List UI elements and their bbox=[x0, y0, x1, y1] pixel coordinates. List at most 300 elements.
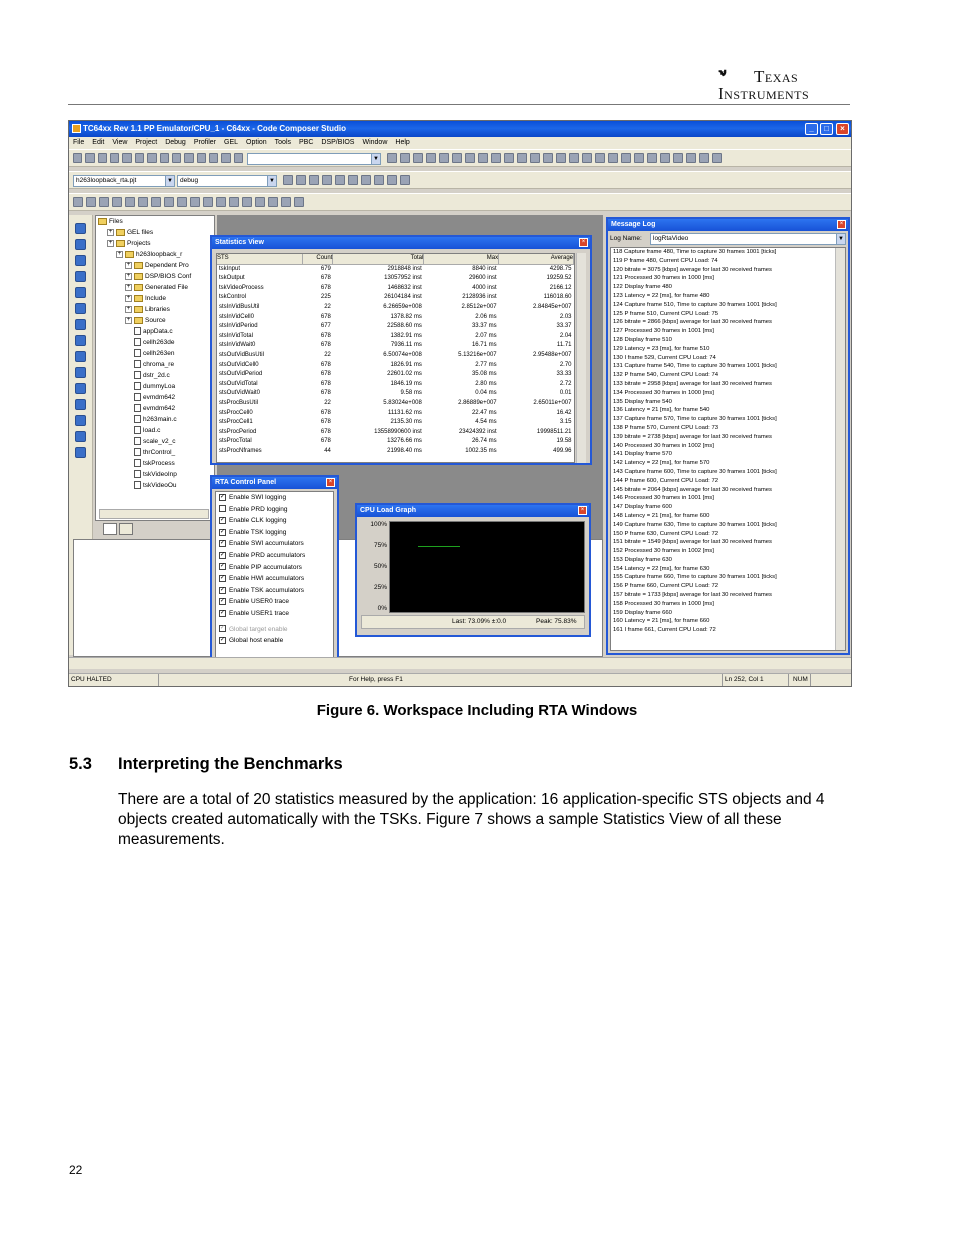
debug-tool-icon[interactable] bbox=[75, 287, 86, 298]
checkbox-checked-icon[interactable]: ✓ bbox=[220, 598, 226, 605]
log-line: 161 I frame 661, Current CPU Load: 72 bbox=[613, 627, 716, 634]
folder-icon bbox=[134, 306, 143, 313]
project-combo[interactable] bbox=[73, 175, 175, 187]
table-cell: 2135.30 ms bbox=[390, 419, 422, 426]
toolbar-button-icon[interactable] bbox=[348, 175, 358, 185]
folder-icon bbox=[134, 273, 143, 280]
table-cell: 2166.12 bbox=[549, 284, 572, 291]
rta-option[interactable] bbox=[219, 527, 333, 539]
rta-option-label: Global host enable bbox=[229, 637, 284, 645]
tree-expander-icon[interactable]: + bbox=[117, 250, 122, 257]
toolbar-button-icon[interactable] bbox=[491, 153, 501, 163]
cpu-load-graph-title: CPU Load Graph bbox=[357, 505, 589, 517]
tree-item[interactable] bbox=[96, 425, 214, 436]
table-cell: 678 bbox=[320, 313, 331, 320]
debug-tool-icon[interactable] bbox=[75, 447, 86, 458]
message-log-close-icon[interactable]: × bbox=[837, 220, 846, 229]
toolbar-button-icon[interactable] bbox=[543, 153, 553, 163]
table-cell: stsInVidBusUtil bbox=[219, 303, 260, 310]
tree-item-label: h263loopback_r bbox=[136, 251, 183, 258]
rta-option-label: Enable USER1 trace bbox=[229, 609, 289, 617]
table-cell: 35.08 ms bbox=[471, 371, 497, 378]
statistics-column-header[interactable]: Max bbox=[424, 254, 499, 264]
statistics-close-icon[interactable]: × bbox=[579, 238, 588, 247]
rta-option[interactable] bbox=[219, 504, 333, 516]
menu-item[interactable]: File bbox=[73, 139, 85, 146]
rta-option-label: Enable PIP accumulators bbox=[229, 563, 302, 571]
ide-title: TC64xx Rev 1.1 PP Emulator/CPU_1 - C64xx - Code Composer Studio bbox=[83, 124, 347, 133]
toolbar-button-icon[interactable] bbox=[517, 153, 527, 163]
checkbox-checked-icon[interactable]: ✓ bbox=[220, 563, 226, 570]
tree-item[interactable] bbox=[96, 436, 214, 447]
debug-tool-icon[interactable] bbox=[75, 271, 86, 282]
table-cell: 2918848 inst bbox=[387, 265, 422, 272]
rta-option[interactable] bbox=[219, 538, 333, 550]
source-file-icon bbox=[134, 448, 141, 456]
checkbox-checked-icon[interactable]: ✓ bbox=[220, 636, 226, 643]
toolbar-button-icon[interactable] bbox=[621, 153, 631, 163]
file-view-tab[interactable] bbox=[103, 523, 117, 535]
tree-item[interactable] bbox=[96, 403, 214, 414]
tree-item[interactable] bbox=[96, 370, 214, 381]
table-cell: stsOutVidPeriod bbox=[219, 371, 263, 378]
table-row[interactable] bbox=[217, 389, 574, 399]
log-line: 150 P frame 630, Current CPU Load: 72 bbox=[613, 530, 719, 537]
table-cell: 19259.52 bbox=[546, 275, 572, 282]
table-row[interactable] bbox=[217, 313, 574, 323]
menu-item[interactable]: Help bbox=[395, 139, 410, 146]
toolbar-button-icon[interactable] bbox=[569, 153, 579, 163]
tree-item-label: Include bbox=[145, 295, 166, 302]
toolbar-button-icon[interactable] bbox=[85, 153, 94, 163]
table-row[interactable] bbox=[217, 351, 574, 361]
tree-item[interactable] bbox=[96, 260, 214, 271]
rta-option[interactable] bbox=[219, 585, 333, 597]
debug-tool-icon[interactable] bbox=[75, 399, 86, 410]
toolbar-button-icon[interactable] bbox=[172, 153, 181, 163]
table-row[interactable] bbox=[217, 447, 574, 457]
table-cell: 678 bbox=[320, 342, 331, 349]
close-button[interactable]: × bbox=[836, 123, 849, 135]
tree-item[interactable] bbox=[96, 337, 214, 348]
log-line: 129 Latency = 23 [ms], for frame 510 bbox=[613, 345, 710, 352]
message-log-window bbox=[606, 217, 850, 655]
toolbar-button-icon[interactable] bbox=[110, 153, 119, 163]
table-cell: stsProcPeriod bbox=[219, 428, 257, 435]
table-cell: 6.50074e+008 bbox=[383, 351, 422, 358]
table-row[interactable] bbox=[217, 399, 574, 409]
source-file-icon bbox=[134, 470, 141, 478]
toolbar-button-icon[interactable] bbox=[673, 153, 683, 163]
table-cell: stsProcBusUtil bbox=[219, 399, 259, 406]
toolbar-button-icon[interactable] bbox=[164, 197, 174, 207]
log-line: 146 Processed 30 frames in 1001 [ms] bbox=[613, 495, 714, 502]
bookmark-view-tab[interactable] bbox=[119, 523, 133, 535]
menu-item[interactable]: GEL bbox=[224, 139, 239, 146]
tree-item[interactable] bbox=[96, 480, 214, 491]
log-line: 147 Display frame 600 bbox=[613, 504, 672, 511]
table-row[interactable] bbox=[217, 264, 574, 274]
tree-item[interactable] bbox=[96, 381, 214, 392]
menu-item[interactable]: Debug bbox=[165, 139, 186, 146]
table-cell: 19.58 bbox=[556, 438, 572, 445]
table-cell: stsOutVidBusUtil bbox=[219, 351, 264, 358]
tree-item[interactable] bbox=[96, 304, 214, 315]
toolbar-button-icon[interactable] bbox=[112, 197, 122, 207]
tree-item-label: Libraries bbox=[145, 306, 170, 313]
toolbar-button-icon[interactable] bbox=[125, 197, 135, 207]
table-cell: 678 bbox=[320, 380, 331, 387]
debug-tool-icon[interactable] bbox=[75, 367, 86, 378]
table-cell: stsInVidPeriod bbox=[219, 323, 258, 330]
checkbox-checked-icon[interactable]: ✓ bbox=[220, 493, 226, 500]
toolbar-button-icon[interactable] bbox=[242, 197, 252, 207]
tree-expander-icon[interactable]: + bbox=[126, 305, 131, 312]
table-cell: 2.65011e+007 bbox=[533, 399, 572, 406]
tree-expander-icon[interactable]: + bbox=[126, 261, 131, 268]
debug-tool-icon[interactable] bbox=[75, 335, 86, 346]
status-help: For Help, press F1 bbox=[347, 674, 723, 686]
log-name-combo[interactable] bbox=[650, 233, 846, 245]
config-combo[interactable] bbox=[177, 175, 277, 187]
statistics-column-header[interactable]: Average bbox=[499, 254, 574, 264]
rta-options-list bbox=[215, 491, 334, 662]
toolbar-button-icon[interactable] bbox=[400, 175, 410, 185]
tree-item[interactable] bbox=[96, 447, 214, 458]
debug-tool-icon[interactable] bbox=[75, 383, 86, 394]
table-cell: 2.70 bbox=[559, 361, 572, 368]
checkbox-checked-icon[interactable]: ✓ bbox=[220, 586, 226, 593]
table-cell: 2.86889e+007 bbox=[458, 399, 497, 406]
table-cell: 678 bbox=[320, 409, 331, 416]
table-row[interactable] bbox=[217, 370, 574, 380]
tree-item-label: GEL files bbox=[127, 229, 154, 236]
toolbar-button-icon[interactable] bbox=[595, 153, 605, 163]
table-row[interactable] bbox=[217, 284, 574, 294]
rta-option-label: Enable SWI accumulators bbox=[229, 540, 304, 548]
rta-option-label: Enable USER0 trace bbox=[229, 598, 289, 606]
statistics-column-header[interactable]: Total bbox=[333, 254, 424, 264]
rta-option[interactable] bbox=[219, 550, 333, 562]
toolbar-main-icons-right bbox=[387, 153, 722, 165]
toolbar-button-icon[interactable] bbox=[73, 197, 83, 207]
checkbox-icon[interactable] bbox=[219, 505, 226, 512]
toolbar-button-icon[interactable] bbox=[294, 197, 304, 207]
table-row[interactable] bbox=[217, 437, 574, 447]
toolbar-button-icon[interactable] bbox=[582, 153, 592, 163]
toolbar-button-icon[interactable] bbox=[413, 153, 423, 163]
table-cell: 26.74 ms bbox=[471, 438, 497, 445]
message-log-list bbox=[610, 247, 846, 651]
cpu-close-icon[interactable]: × bbox=[578, 506, 587, 515]
tree-item-label: chroma_re bbox=[143, 361, 175, 368]
toolbar-button-icon[interactable] bbox=[197, 153, 206, 163]
header-rule bbox=[68, 104, 850, 105]
table-cell: 21998.40 ms bbox=[387, 447, 422, 454]
toolbar-button-icon[interactable] bbox=[296, 175, 306, 185]
log-line: 152 Processed 30 frames in 1002 [ms] bbox=[613, 548, 714, 555]
log-line: 140 Processed 30 frames in 1002 [ms] bbox=[613, 442, 714, 449]
table-cell: 678 bbox=[320, 284, 331, 291]
log-line: 156 P frame 660, Current CPU Load: 72 bbox=[613, 583, 719, 590]
toolbar-button-icon[interactable] bbox=[608, 153, 618, 163]
debug-tool-icon[interactable] bbox=[75, 239, 86, 250]
menu-item[interactable]: Profiler bbox=[193, 139, 217, 146]
find-combo[interactable] bbox=[247, 153, 381, 165]
toolbar-button-icon[interactable] bbox=[465, 153, 475, 163]
table-row[interactable] bbox=[217, 409, 574, 419]
checkbox-checked-icon[interactable]: ✓ bbox=[220, 609, 226, 616]
toolbar-button-icon[interactable] bbox=[209, 153, 218, 163]
tree-item[interactable] bbox=[96, 392, 214, 403]
toolbar-button-icon[interactable] bbox=[478, 153, 488, 163]
tree-item[interactable] bbox=[96, 271, 214, 282]
tree-item[interactable] bbox=[96, 326, 214, 337]
debug-tool-icon[interactable] bbox=[75, 319, 86, 330]
tree-item-label: dstr_2d.c bbox=[143, 372, 170, 379]
toolbar-button-icon[interactable] bbox=[203, 197, 213, 207]
tree-item[interactable] bbox=[96, 315, 214, 326]
debug-tool-icon[interactable] bbox=[75, 303, 86, 314]
rta-option[interactable] bbox=[219, 624, 333, 636]
tree-item[interactable] bbox=[96, 348, 214, 359]
table-row[interactable] bbox=[217, 274, 574, 284]
menu-item[interactable]: Edit bbox=[92, 139, 105, 146]
main-hscroll[interactable] bbox=[69, 657, 851, 669]
toolbar-button-icon[interactable] bbox=[634, 153, 644, 163]
rta-option[interactable] bbox=[219, 635, 333, 647]
toolbar-button-icon[interactable] bbox=[387, 175, 397, 185]
chevron-down-icon: ▼ bbox=[836, 234, 845, 244]
toolbar-button-icon[interactable] bbox=[255, 197, 265, 207]
table-cell: 11.71 bbox=[556, 342, 572, 349]
toolbar-button-icon[interactable] bbox=[530, 153, 540, 163]
toolbar-button-icon[interactable] bbox=[699, 153, 709, 163]
toolbar-button-icon[interactable] bbox=[190, 197, 200, 207]
table-cell: 678 bbox=[320, 332, 331, 339]
toolbar-button-icon[interactable] bbox=[216, 197, 226, 207]
log-line: 149 Capture frame 630, Time to capture 30 frames 1001 [ticks] bbox=[613, 521, 777, 528]
toolbar-button-icon[interactable] bbox=[135, 153, 144, 163]
toolbar-button-icon[interactable] bbox=[335, 175, 345, 185]
checkbox-checked-icon[interactable]: ✓ bbox=[220, 625, 226, 632]
rta-option[interactable] bbox=[219, 515, 333, 527]
rta-option[interactable] bbox=[219, 492, 333, 504]
tree-expander-icon[interactable]: + bbox=[108, 239, 113, 246]
table-cell: 2.84845e+007 bbox=[532, 303, 572, 310]
tree-item[interactable] bbox=[96, 216, 214, 227]
toolbar-button-icon[interactable] bbox=[229, 197, 239, 207]
toolbar-button-icon[interactable] bbox=[122, 153, 131, 163]
menu-item[interactable]: DSP/BIOS bbox=[321, 139, 355, 146]
table-cell: stsInVidCell0 bbox=[219, 313, 254, 320]
folder-icon bbox=[134, 262, 143, 269]
table-row[interactable] bbox=[217, 322, 574, 332]
toolbar-button-icon[interactable] bbox=[98, 153, 107, 163]
rta-option[interactable] bbox=[219, 562, 333, 574]
toolbar-button-icon[interactable] bbox=[504, 153, 514, 163]
rta-option-label: Global target enable bbox=[229, 625, 288, 633]
toolbar-button-icon[interactable] bbox=[439, 153, 449, 163]
tree-item[interactable] bbox=[96, 359, 214, 370]
toolbar-button-icon[interactable] bbox=[281, 197, 291, 207]
rta-option[interactable] bbox=[219, 608, 333, 620]
table-row[interactable] bbox=[217, 418, 574, 428]
source-file-icon bbox=[134, 371, 141, 379]
tree-expander-icon[interactable]: + bbox=[126, 272, 131, 279]
tree-item-label: tskProcess bbox=[143, 460, 175, 467]
debug-tool-icon[interactable] bbox=[75, 415, 86, 426]
log-line: 126 bitrate = 2866 [kbps] average for last 30 received frames bbox=[613, 319, 772, 326]
tree-expander-icon[interactable]: + bbox=[126, 294, 131, 301]
rta-option-label: Enable HWI accumulators bbox=[229, 575, 305, 583]
tree-expander-icon[interactable]: + bbox=[126, 283, 131, 290]
tree-item[interactable] bbox=[96, 293, 214, 304]
menu-item[interactable]: Tools bbox=[274, 139, 291, 146]
table-cell: 26104184 inst bbox=[384, 294, 422, 301]
table-cell: 678 bbox=[320, 371, 331, 378]
table-row[interactable] bbox=[217, 293, 574, 303]
toolbar-button-icon[interactable] bbox=[374, 175, 384, 185]
table-cell: 4.54 ms bbox=[475, 419, 497, 426]
toolbar-button-icon[interactable] bbox=[234, 153, 243, 163]
tree-item-label: tskVideoOu bbox=[143, 482, 177, 489]
checkbox-checked-icon[interactable]: ✓ bbox=[220, 516, 226, 523]
tree-expander-icon[interactable]: + bbox=[108, 228, 113, 235]
toolbar-button-icon[interactable] bbox=[221, 153, 230, 163]
message-log-title: Message Log bbox=[608, 219, 848, 231]
table-cell: 1002.35 ms bbox=[465, 447, 497, 454]
toolbar-button-icon[interactable] bbox=[647, 153, 657, 163]
table-row[interactable] bbox=[217, 361, 574, 371]
menu-item[interactable]: Project bbox=[135, 139, 158, 146]
log-name-row bbox=[610, 233, 846, 245]
statistics-vscroll[interactable] bbox=[576, 253, 586, 463]
checkbox-checked-icon[interactable]: ✓ bbox=[220, 551, 226, 558]
tree-expander-icon[interactable]: + bbox=[126, 316, 131, 323]
statistics-column-header[interactable]: STS bbox=[217, 254, 303, 264]
table-cell: 0.04 ms bbox=[475, 390, 497, 397]
table-row[interactable] bbox=[217, 428, 574, 438]
rta-option[interactable] bbox=[219, 596, 333, 608]
table-cell: 2.07 ms bbox=[475, 332, 497, 339]
table-cell: 2.72 bbox=[559, 380, 572, 387]
status-bar bbox=[69, 673, 851, 686]
table-cell: 13276.66 ms bbox=[387, 438, 422, 445]
toolbar-button-icon[interactable] bbox=[184, 153, 193, 163]
table-cell: stsOutVidCell0 bbox=[219, 361, 259, 368]
folder-icon bbox=[125, 251, 134, 258]
tree-item-label: evmdm642 bbox=[143, 405, 176, 412]
log-vscroll[interactable] bbox=[835, 248, 845, 650]
debug-tool-icon[interactable] bbox=[75, 255, 86, 266]
toolbar-button-icon[interactable] bbox=[387, 153, 397, 163]
tree-item[interactable] bbox=[96, 249, 214, 260]
table-cell: 5.13216e+007 bbox=[458, 351, 497, 358]
menu-item[interactable]: Window bbox=[362, 139, 388, 146]
cpu-load-footer bbox=[361, 615, 585, 629]
table-cell: stsOutVidTotal bbox=[219, 380, 258, 387]
toolbar-button-icon[interactable] bbox=[99, 197, 109, 207]
debug-tool-icon[interactable] bbox=[75, 351, 86, 362]
table-cell: 679 bbox=[320, 265, 331, 272]
toolbar-button-icon[interactable] bbox=[138, 197, 148, 207]
table-cell: 13558990600 inst bbox=[374, 428, 422, 435]
table-row[interactable] bbox=[217, 380, 574, 390]
log-line: 143 Capture frame 600, Time to capture 30 frames 1001 [ticks] bbox=[613, 468, 777, 475]
tree-item[interactable] bbox=[96, 238, 214, 249]
table-cell: 29600 inst bbox=[468, 275, 497, 282]
toolbar-button-icon[interactable] bbox=[160, 153, 169, 163]
menu-item[interactable]: Option bbox=[246, 139, 267, 146]
toolbar-button-icon[interactable] bbox=[177, 197, 187, 207]
tree-item[interactable] bbox=[96, 458, 214, 469]
chevron-down-icon: ▼ bbox=[267, 176, 276, 186]
menu-item[interactable]: PBC bbox=[299, 139, 314, 146]
checkbox-checked-icon[interactable]: ✓ bbox=[220, 528, 226, 535]
source-file-icon bbox=[134, 327, 141, 335]
tree-hscroll[interactable] bbox=[99, 509, 209, 519]
table-cell: 2.95488e+007 bbox=[532, 351, 572, 358]
rta-option[interactable] bbox=[219, 573, 333, 585]
table-row[interactable] bbox=[217, 341, 574, 351]
debug-tool-icon[interactable] bbox=[75, 431, 86, 442]
toolbar-button-icon[interactable] bbox=[283, 175, 293, 185]
tree-item[interactable] bbox=[96, 469, 214, 480]
toolbar-button-icon[interactable] bbox=[712, 153, 722, 163]
cpu-y-tick-label: 25% bbox=[373, 584, 387, 591]
toolbar-button-icon[interactable] bbox=[151, 197, 161, 207]
toolbar-button-icon[interactable] bbox=[309, 175, 319, 185]
table-cell: 0.01 bbox=[559, 390, 572, 397]
toolbar-button-icon[interactable] bbox=[361, 175, 371, 185]
folder-icon bbox=[98, 218, 107, 225]
table-row[interactable] bbox=[217, 303, 574, 313]
tree-item[interactable] bbox=[96, 227, 214, 238]
toolbar-button-icon[interactable] bbox=[660, 153, 670, 163]
toolbar-button-icon[interactable] bbox=[147, 153, 156, 163]
tree-item[interactable] bbox=[96, 282, 214, 293]
table-cell: stsInVidTotal bbox=[219, 332, 253, 339]
logo-text-texas: Texas bbox=[754, 67, 799, 86]
log-line: 142 Latency = 22 [ms], for frame 570 bbox=[613, 460, 710, 467]
toolbar-button-icon[interactable] bbox=[686, 153, 696, 163]
checkbox-checked-icon[interactable]: ✓ bbox=[220, 574, 226, 581]
chevron-down-icon: ▼ bbox=[371, 154, 380, 164]
log-name-label: Log Name: bbox=[610, 235, 642, 242]
statistics-column-header[interactable]: Count bbox=[303, 254, 333, 264]
tree-item[interactable] bbox=[96, 414, 214, 425]
debug-tool-icon[interactable] bbox=[75, 223, 86, 234]
toolbar-button-icon[interactable] bbox=[400, 153, 410, 163]
table-cell: 1382.91 ms bbox=[390, 332, 422, 339]
table-cell: 22.47 ms bbox=[471, 409, 497, 416]
toolbar-button-icon[interactable] bbox=[268, 197, 278, 207]
toolbar-button-icon[interactable] bbox=[426, 153, 436, 163]
checkbox-checked-icon[interactable]: ✓ bbox=[220, 540, 226, 547]
maximize-button[interactable]: □ bbox=[820, 123, 833, 135]
toolbar-button-icon[interactable] bbox=[73, 153, 82, 163]
rta-close-icon[interactable]: × bbox=[326, 478, 335, 487]
minimize-button[interactable]: _ bbox=[805, 123, 818, 135]
log-line: 134 Processed 30 frames in 1000 [ms] bbox=[613, 389, 714, 396]
menu-item[interactable]: View bbox=[112, 139, 128, 146]
toolbar-button-icon[interactable] bbox=[322, 175, 332, 185]
toolbar-button-icon[interactable] bbox=[86, 197, 96, 207]
table-row[interactable] bbox=[217, 332, 574, 342]
toolbar-button-icon[interactable] bbox=[452, 153, 462, 163]
toolbar-button-icon[interactable] bbox=[556, 153, 566, 163]
